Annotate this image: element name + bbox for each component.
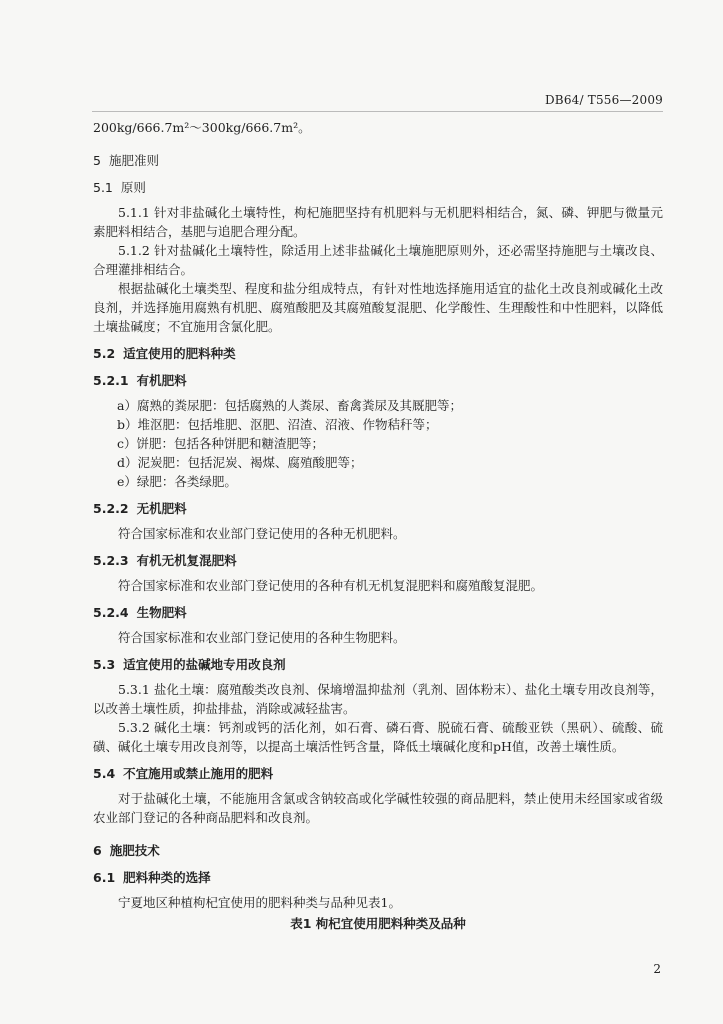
clause-5-1-1: 5.1.1 针对非盐碱化土壤特性，枸杞施肥坚持有机肥料与无机肥料相结合，氮、磷、钾肥与微量元素肥料相结合，基肥与追肥合理分配。 xyxy=(93,205,663,239)
page-content xyxy=(93,118,663,933)
document-code: DB64/ T556—2009 xyxy=(544,93,663,107)
section-number: 5.2.1 xyxy=(93,373,129,388)
section-5-4-heading xyxy=(93,764,663,783)
clause-text: 符合国家标准和农业部门登记使用的各种有机无机复混肥料和腐殖酸复混肥。 xyxy=(118,578,544,593)
section-5-1-heading xyxy=(93,178,663,197)
section-title: 无机肥料 xyxy=(136,501,187,516)
table-caption: 表1 枸杞宜使用肥料种类及品种 xyxy=(290,916,466,931)
clause-5-1-2: 5.1.2 针对盐碱化土壤特性，除适用上述非盐碱化土壤施肥原则外，还必需坚持施肥与土壤改良、合理灌排相结合。 xyxy=(93,243,663,277)
section-6-heading xyxy=(93,841,663,860)
section-number: 5.2 xyxy=(93,346,116,361)
section-number: 5 xyxy=(93,153,101,168)
clause-5-3-2: 5.3.2 碱化土壤：钙剂或钙的活化剂，如石膏、磷石膏、脱硫石膏、硫酸亚铁（黑矾）、硫酸、硫磺、碱化土壤专用改良剂等，以提高土壤活性钙含量，降低土壤碱化度和pH值，改善土壤性质。 xyxy=(93,720,663,754)
section-5-2-1-heading xyxy=(93,371,663,390)
list-item: c）饼肥：包括各种饼肥和糖渣肥等； xyxy=(117,436,325,451)
paragraph-saline-soil: 根据盐碱化土壤类型、程度和盐分组成特点，有针对性地选择施用适宜的盐化土改良剂或碱化土改良剂，并选择施用腐熟有机肥、腐殖酸肥及其腐殖酸复混肥、化学酸性、生理酸性和中性肥料，以降低土壤盐碱度；不宜施用含氯化肥。 xyxy=(93,281,663,334)
page-number: 2 xyxy=(653,962,661,976)
clause-text: 符合国家标准和农业部门登记使用的各种生物肥料。 xyxy=(118,630,406,645)
section-6-1-heading xyxy=(93,868,663,887)
clause-5-3-1: 5.3.1 盐化土壤：腐殖酸类改良剂、保墒增温抑盐剂（乳剂、固体粉末）、盐化土壤专用改良剂等，以改善土壤性质，抑盐排盐，消除或减轻盐害。 xyxy=(93,682,663,716)
clause-text: 宁夏地区种植枸杞宜使用的肥料种类与品种见表1。 xyxy=(118,895,401,910)
section-title: 适宜使用的肥料种类 xyxy=(123,346,236,361)
section-number: 5.4 xyxy=(93,766,116,781)
clause-text: 符合国家标准和农业部门登记使用的各种无机肥料。 xyxy=(118,526,406,541)
section-number: 6 xyxy=(93,843,102,858)
list-item: e）绿肥：各类绿肥。 xyxy=(117,474,237,489)
section-number: 6.1 xyxy=(93,870,116,885)
section-title: 生物肥料 xyxy=(136,605,187,620)
section-5-heading xyxy=(93,151,663,170)
list-item: d）泥炭肥：包括泥炭、褐煤、腐殖酸肥等； xyxy=(117,455,363,470)
section-title: 原则 xyxy=(120,180,146,195)
section-title: 施肥准则 xyxy=(108,153,159,168)
section-title: 有机无机复混肥料 xyxy=(136,553,237,568)
section-number: 5.1 xyxy=(93,180,113,195)
section-title: 肥料种类的选择 xyxy=(123,870,211,885)
section-title: 施肥技术 xyxy=(109,843,160,858)
section-number: 5.2.3 xyxy=(93,553,129,568)
section-5-3-heading xyxy=(93,655,663,674)
section-5-2-4-heading xyxy=(93,603,663,622)
section-number: 5.2.4 xyxy=(93,605,129,620)
section-title: 有机肥料 xyxy=(136,373,187,388)
intro-line: 200kg/666.7m²～300kg/666.7m²。 xyxy=(93,120,311,135)
section-number: 5.3 xyxy=(93,657,116,672)
section-5-2-2-heading xyxy=(93,499,663,518)
section-5-2-heading xyxy=(93,344,663,363)
section-5-2-3-heading xyxy=(93,551,663,570)
section-number: 5.2.2 xyxy=(93,501,129,516)
clause-text: 对于盐碱化土壤，不能施用含氯或含钠较高或化学碱性较强的商品肥料，禁止使用未经国家或省级农业部门登记的各种商品肥料和改良剂。 xyxy=(93,791,663,825)
list-item: b）堆沤肥：包括堆肥、沤肥、沼渣、沼液、作物秸秆等； xyxy=(117,417,438,432)
section-title: 适宜使用的盐碱地专用改良剂 xyxy=(123,657,286,672)
header-rule xyxy=(92,111,663,112)
list-item: a）腐熟的粪尿肥：包括腐熟的人粪尿、畜禽粪尿及其厩肥等； xyxy=(117,398,462,413)
section-title: 不宜施用或禁止施用的肥料 xyxy=(123,766,274,781)
